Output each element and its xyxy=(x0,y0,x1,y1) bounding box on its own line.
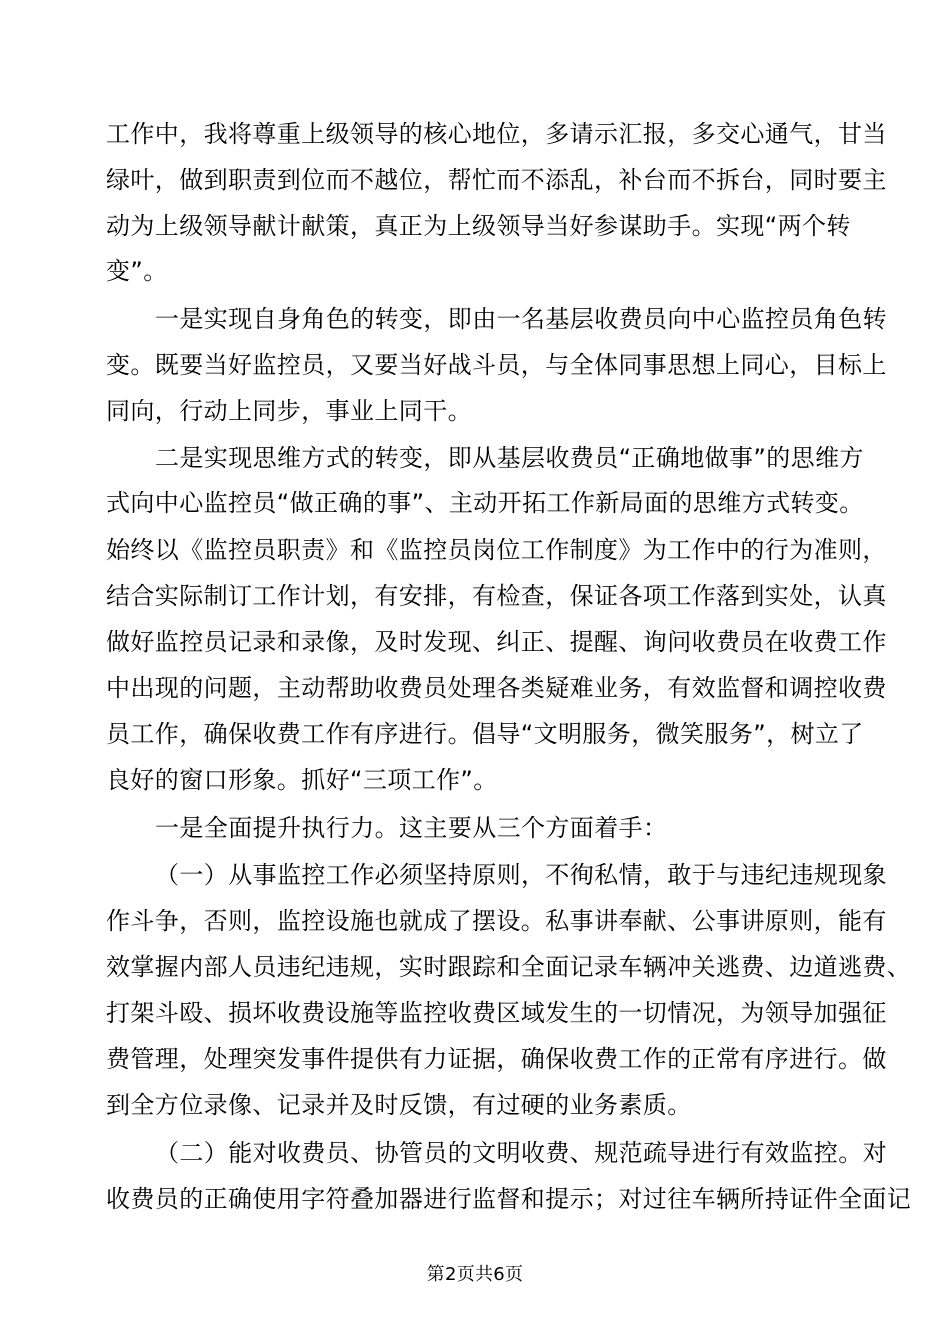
body-text-line: 变”。 xyxy=(106,257,168,285)
body-text-line: 同向，行动上同步，事业上同干。 xyxy=(106,397,472,425)
body-text-line: 员工作，确保收费工作有序进行。倡导“文明服务，微笑服务”，树立了 xyxy=(106,720,864,748)
body-text-line: 结合实际制订工作计划，有安排，有检查，保证各项工作落到实处，认真 xyxy=(106,582,887,610)
body-text-line: 一是全面提升执行力。这主要从三个方面着手： xyxy=(155,814,668,842)
body-text-line: （一）从事监控工作必须坚持原则，不徇私情，敢于与违纪违规现象 xyxy=(155,861,887,889)
body-text-line: 到全方位录像、记录并及时反馈，有过硬的业务素质。 xyxy=(106,1091,692,1119)
body-text-line: 中出现的问题，主动帮助收费员处理各类疑难业务，有效监督和调控收费 xyxy=(106,674,887,702)
body-text-line: 绿叶，做到职责到位而不越位，帮忙而不添乱，补台而不拆台，同时要主 xyxy=(106,166,887,194)
body-text-line: 做好监控员记录和录像，及时发现、纠正、提醒、询问收费员在收费工作 xyxy=(106,628,887,656)
body-text-line: 良好的窗口形象。抓好“三项工作”。 xyxy=(106,766,498,794)
body-text-line: 始终以《监控员职责》和《监控员岗位工作制度》为工作中的行为准则， xyxy=(106,536,887,564)
body-text-line: 动为上级领导献计献策，真正为上级领导当好参谋助手。实现“两个转 xyxy=(106,212,851,240)
page-number-footer: 第2页共6页 xyxy=(426,1264,524,1285)
body-text-line: 工作中，我将尊重上级领导的核心地位，多请示汇报，多交心通气，甘当 xyxy=(106,120,887,148)
body-text-line: 打架斗殴、损坏收费设施等监控收费区域发生的一切情况，为领导加强征 xyxy=(106,999,887,1027)
body-text-line: 二是实现思维方式的转变，即从基层收费员“正确地做事”的思维方 xyxy=(155,444,864,472)
body-text-line: 作斗争，否则，监控设施也就成了摆设。私事讲奉献、公事讲原则，能有 xyxy=(106,907,887,935)
body-text-line: 收费员的正确使用字符叠加器进行监督和提示；对过往车辆所持证件全面记 xyxy=(106,1185,912,1213)
body-text-line: 一是实现自身角色的转变，即由一名基层收费员向中心监控员角色转 xyxy=(155,305,887,333)
body-text-line: 变。既要当好监控员，又要当好战斗员，与全体同事思想上同心，目标上 xyxy=(106,351,887,379)
body-text-line: 式向中心监控员“做正确的事”、主动开拓工作新局面的思维方式转变。 xyxy=(106,489,864,517)
body-text-line: 效掌握内部人员违纪违规，实时跟踪和全面记录车辆冲关逃费、边道逃费、 xyxy=(106,953,912,981)
body-text-line: 费管理，处理突发事件提供有力证据，确保收费工作的正常有序进行。做 xyxy=(106,1045,887,1073)
body-text-line: （二）能对收费员、协管员的文明收费、规范疏导进行有效监控。对 xyxy=(155,1139,887,1167)
